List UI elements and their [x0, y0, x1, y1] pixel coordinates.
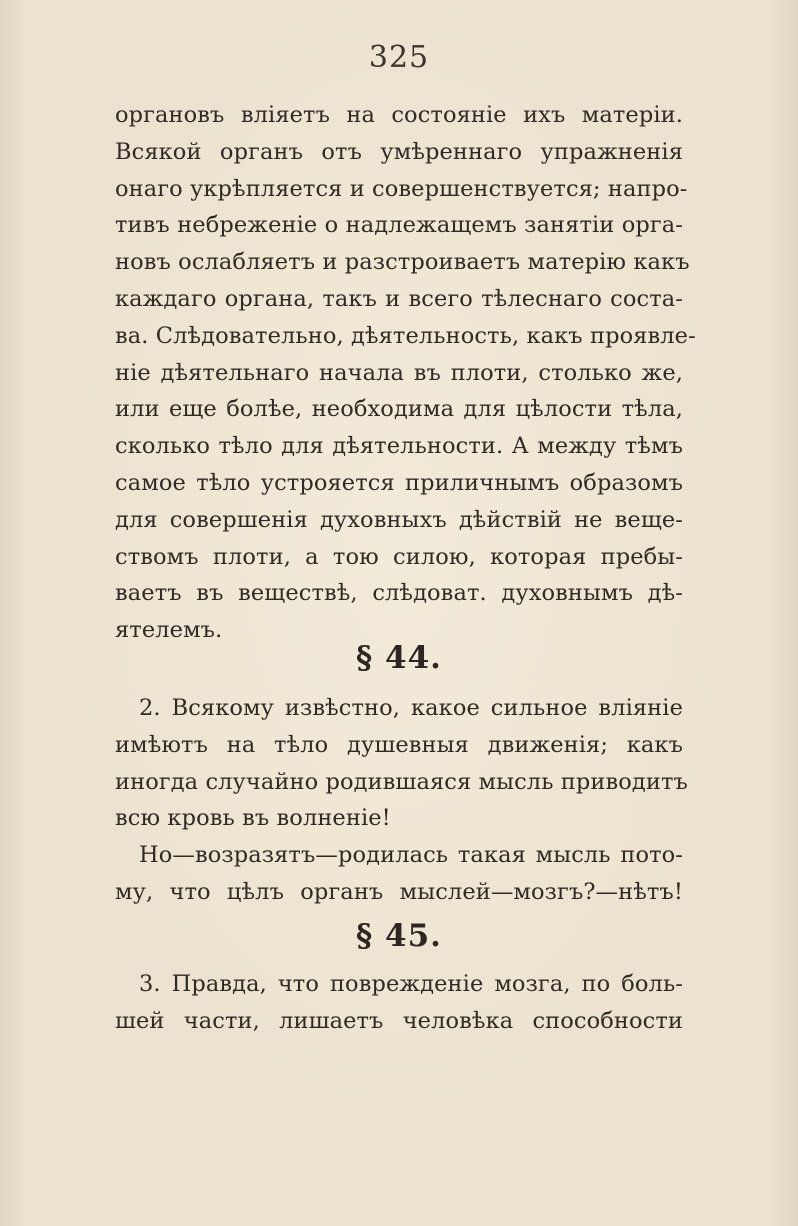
text-line: тивъ небреженіе о надлежащемъ занятіи орга-: [115, 212, 683, 239]
text-line: сколько тѣло для дѣятельности. А между тѣмъ: [115, 433, 683, 460]
text-line: иногда случайно родившаяся мысль приводитъ: [115, 768, 688, 795]
section-heading-44: § 44.: [356, 640, 442, 676]
text-line: Но—возразятъ—родилась такая мысль пото-: [139, 842, 683, 869]
text-line: имѣютъ на тѣло душевныя движенія; какъ: [115, 731, 683, 758]
text-line: каждаго органа, такъ и всего тѣлеснаго соста-: [115, 285, 683, 312]
text-line: новъ ослабляетъ и разстроиваетъ матерію какъ: [115, 249, 690, 276]
paragraph-2: [115, 690, 688, 911]
paragraph-4: [115, 966, 683, 1040]
text-line: онаго укрѣпляется и совершенствуется; напро-: [115, 175, 688, 202]
text-line: 2. Всякому извѣстно, какое сильное вліяніе: [139, 695, 683, 721]
text-line: ствомъ плоти, а тою силою, которая пребы-: [115, 543, 683, 570]
text-line: самое тѣло устрояется приличнымъ образомъ: [115, 469, 683, 496]
text-line: органовъ вліяетъ на состояніе ихъ матеріи.: [115, 102, 683, 128]
text-line: ваетъ въ веществѣ, слѣдоват. духовнымъ дѣ-: [115, 580, 683, 607]
page-number: 325: [368, 40, 430, 75]
text-line: или еще болѣе, необходима для цѣлости тѣла,: [115, 396, 683, 423]
text-line: всю кровь въ волненіе!: [115, 805, 391, 832]
text-line: му, что цѣлъ органъ мыслей—мозгъ?—нѣтъ!: [115, 878, 683, 905]
text-line: 3. Правда, что поврежденіе мозга, по боль-: [139, 971, 683, 997]
text-line: ятелемъ.: [115, 617, 223, 644]
text-line: ніе дѣятельнаго начала въ плоти, столько же,: [115, 359, 683, 386]
text-line: ва. Слѣдовательно, дѣятельность, какъ проявле-: [115, 322, 696, 349]
text-line: шей части, лишаетъ человѣка способности: [115, 1007, 683, 1034]
text-line: для совершенія духовныхъ дѣйствій не веще-: [115, 506, 683, 533]
paragraph-1: [115, 97, 696, 649]
text-line: Всякой органъ отъ умѣреннаго упражненія: [115, 138, 683, 165]
section-heading-45: § 45.: [356, 918, 442, 954]
